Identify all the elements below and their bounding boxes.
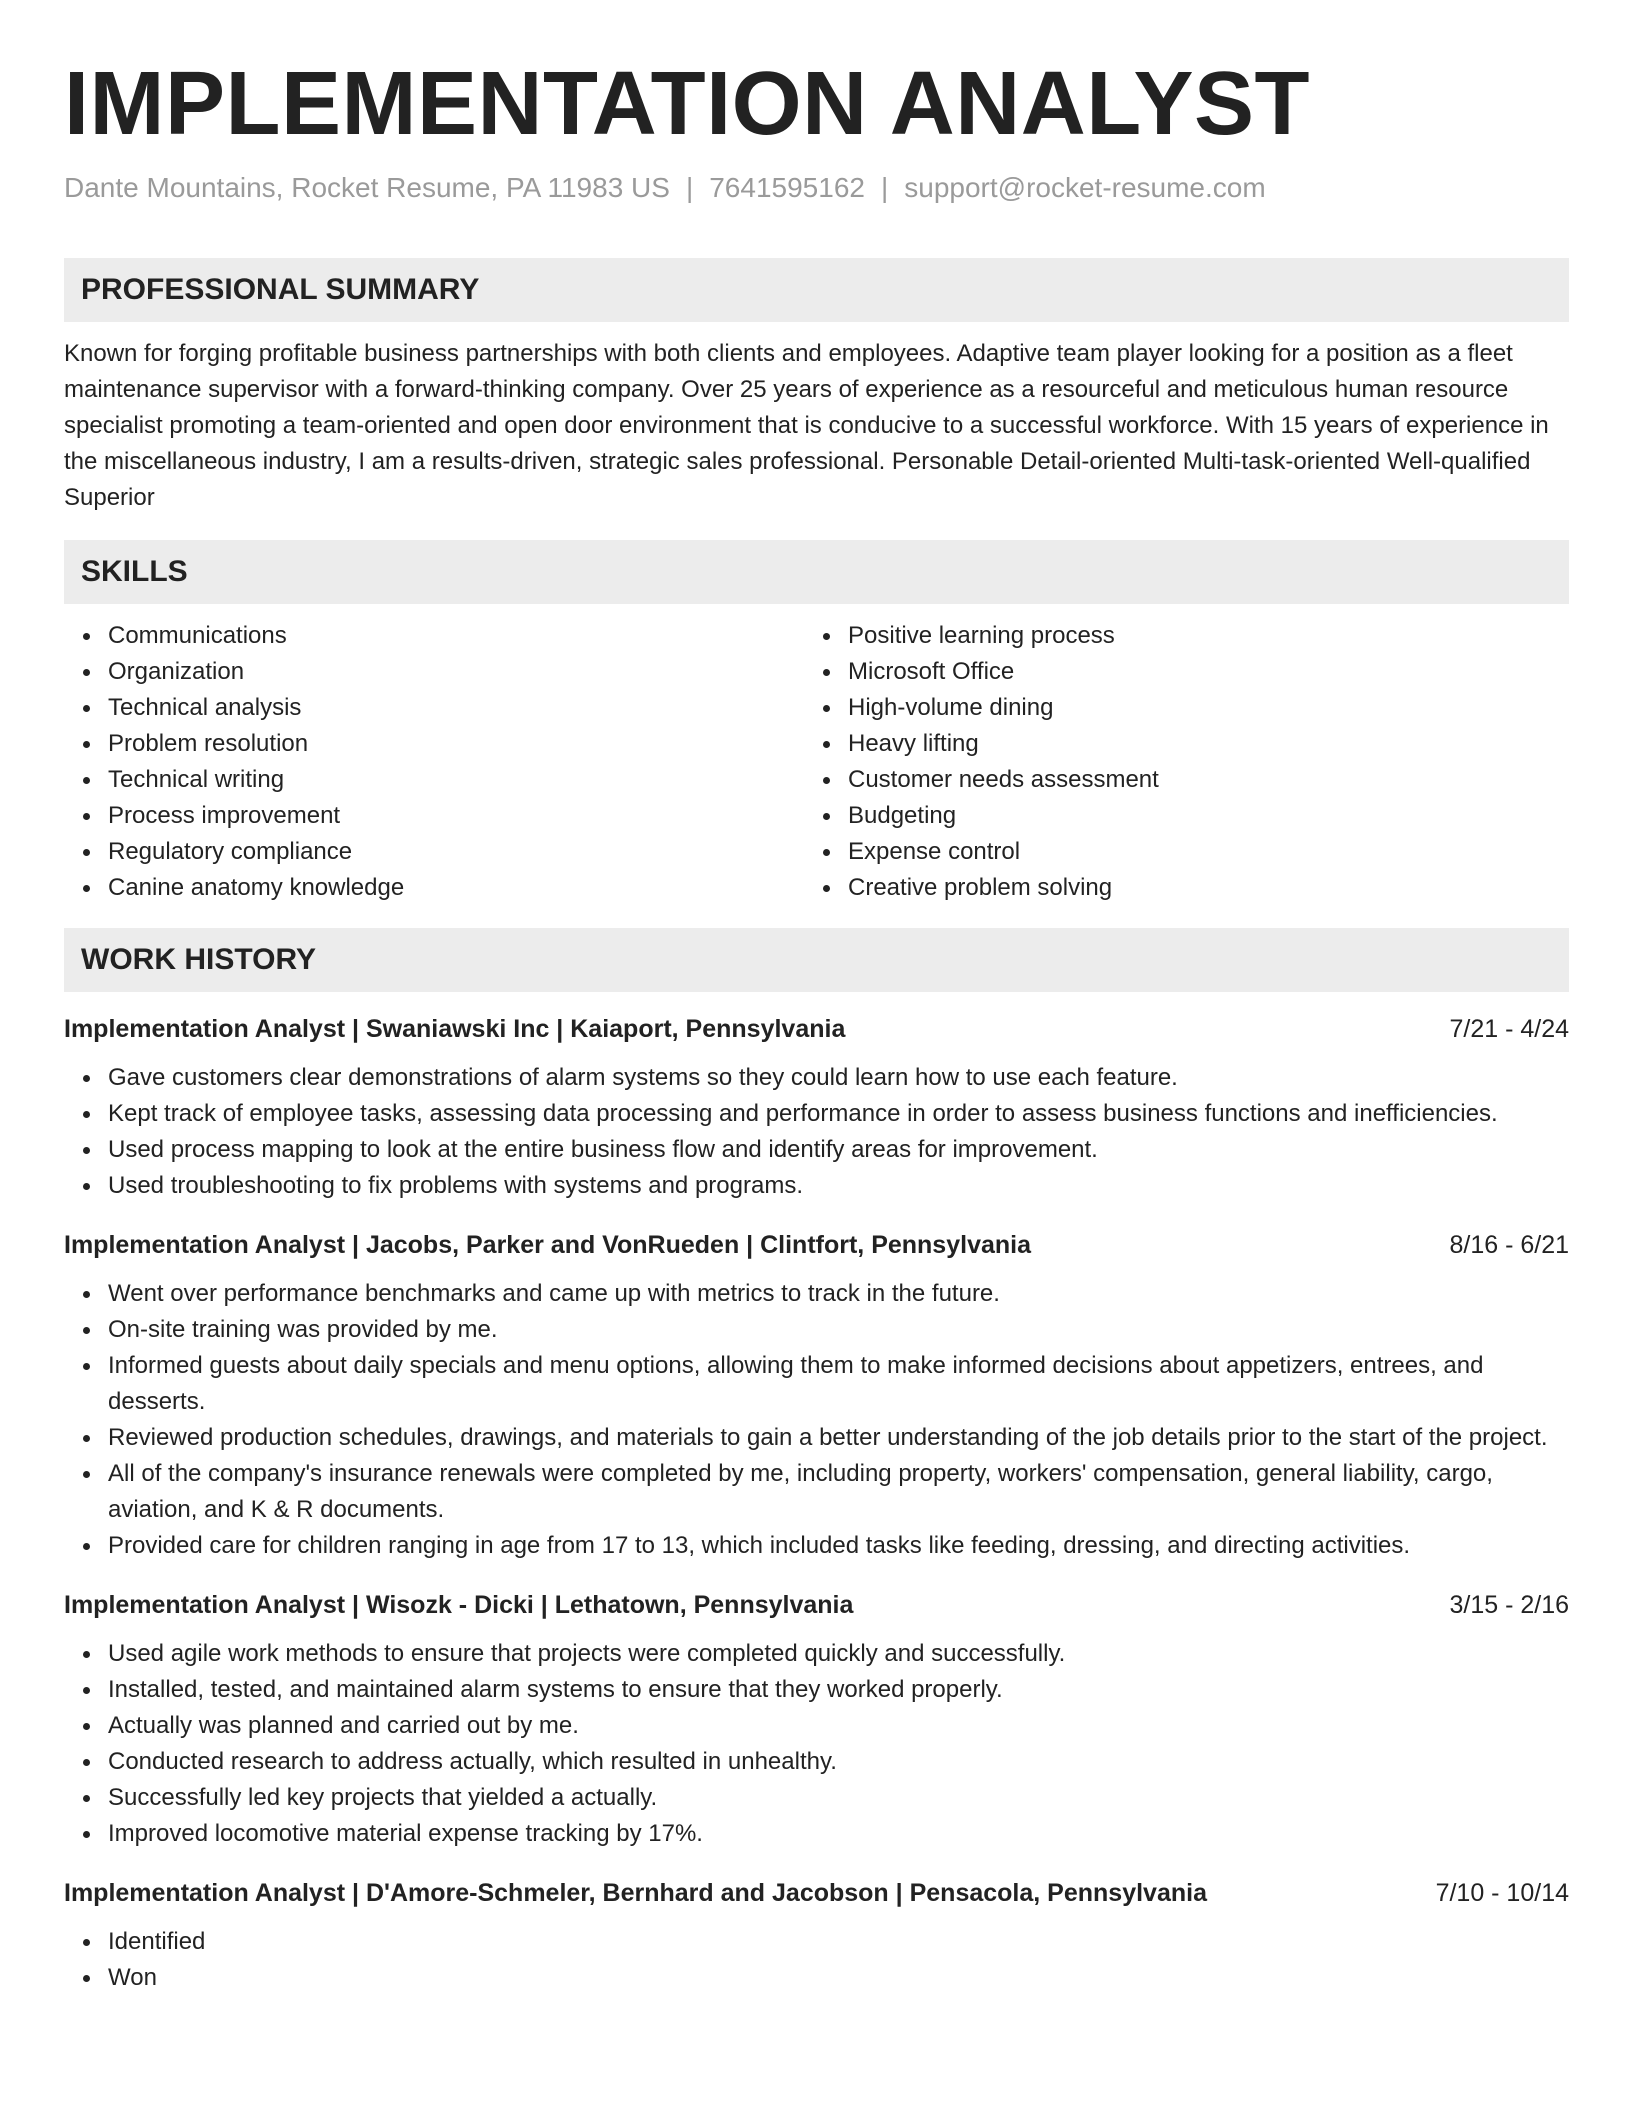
skill-item: Problem resolution: [108, 726, 804, 762]
job-entry: [64, 1228, 1569, 1564]
job-bullet: Conducted research to address actually, which resulted in unhealthy.: [108, 1744, 1569, 1780]
skill-item: Expense control: [848, 834, 1544, 870]
skills-heading: SKILLS: [64, 540, 1569, 604]
job-title: Implementation Analyst | D'Amore-Schmeler, Bernhard and Jacobson | Pensacola, Pennsylvania: [64, 1879, 1207, 1907]
contact-separator: |: [880, 172, 889, 203]
job-dates: 8/16 - 6/21: [1449, 1231, 1569, 1259]
job-entry: [64, 1588, 1569, 1852]
job-bullets: [64, 1060, 1569, 1204]
job-header: [64, 1012, 1569, 1046]
skill-item: Process improvement: [108, 798, 804, 834]
work-history-heading: WORK HISTORY: [64, 928, 1569, 992]
summary-text: Known for forging profitable business partnerships with both clients and employees. Adaptive team player looking for a position as a fleet maintenance supervisor with a forward-thinking company. Over 25 years of experience as a resourceful and meticulous human resource specialist promoting a team-oriented and open door environment that is conducive to a successful workforce. With 15 years of experience in the miscellaneous industry, I am a results-driven, strategic sales professional. Personable Detail-oriented Multi-task-oriented Well-qualified Superior: [64, 340, 1549, 511]
job-bullets: [64, 1924, 1569, 1996]
skill-item: Canine anatomy knowledge: [108, 870, 804, 906]
skill-item: Creative problem solving: [848, 870, 1544, 906]
job-bullet: On-site training was provided by me.: [108, 1312, 1569, 1348]
skill-item: Communications: [108, 618, 804, 654]
job-bullet: Informed guests about daily specials and menu options, allowing them to make informed decisions about appetizers, entrees, and desserts.: [108, 1348, 1569, 1420]
job-entry: [64, 1876, 1569, 1996]
skill-item: Regulatory compliance: [108, 834, 804, 870]
skill-item: Technical analysis: [108, 690, 804, 726]
job-bullet: Reviewed production schedules, drawings, and materials to gain a better understanding of the job details prior to the start of the project.: [108, 1420, 1569, 1456]
skill-item: Customer needs assessment: [848, 762, 1544, 798]
job-bullets: [64, 1276, 1569, 1564]
job-header: [64, 1588, 1569, 1622]
job-bullet: Used troubleshooting to fix problems with systems and programs.: [108, 1168, 1569, 1204]
job-entry: [64, 1012, 1569, 1204]
skills-column-right: [804, 618, 1544, 906]
job-title: Implementation Analyst | Swaniawski Inc | Kaiaport, Pennsylvania: [64, 1015, 846, 1043]
job-bullet: Actually was planned and carried out by me.: [108, 1708, 1569, 1744]
job-bullet: Used process mapping to look at the entire business flow and identify areas for improvement.: [108, 1132, 1569, 1168]
skill-item: Budgeting: [848, 798, 1544, 834]
job-bullet: Improved locomotive material expense tracking by 17%.: [108, 1816, 1569, 1852]
job-header: [64, 1228, 1569, 1262]
skills-column-left: [64, 618, 804, 906]
job-bullets: [64, 1636, 1569, 1852]
job-title: Implementation Analyst | Wisozk - Dicki | Lethatown, Pennsylvania: [64, 1591, 854, 1619]
job-title: Implementation Analyst | Jacobs, Parker and VonRueden | Clintfort, Pennsylvania: [64, 1231, 1031, 1259]
job-dates: 3/15 - 2/16: [1449, 1591, 1569, 1619]
contact-email: support@rocket-resume.com: [904, 172, 1266, 203]
job-bullet: Installed, tested, and maintained alarm systems to ensure that they worked properly.: [108, 1672, 1569, 1708]
skill-item: Heavy lifting: [848, 726, 1544, 762]
skill-item: High-volume dining: [848, 690, 1544, 726]
resume-title: IMPLEMENTATION ANALYST: [64, 54, 1310, 154]
contact-address: Dante Mountains, Rocket Resume, PA 11983 US: [64, 172, 670, 203]
skill-item: Organization: [108, 654, 804, 690]
job-bullet: Provided care for children ranging in age from 17 to 13, which included tasks like feeding, dressing, and directing activities.: [108, 1528, 1569, 1564]
job-bullet: All of the company's insurance renewals were completed by me, including property, workers' compensation, general liability, cargo, aviation, and K & R documents.: [108, 1456, 1569, 1528]
job-dates: 7/21 - 4/24: [1449, 1015, 1569, 1043]
contact-separator: |: [685, 172, 694, 203]
job-bullet: Won: [108, 1960, 1569, 1996]
job-header: [64, 1876, 1569, 1910]
summary-heading: PROFESSIONAL SUMMARY: [64, 258, 1569, 322]
skill-item: Microsoft Office: [848, 654, 1544, 690]
skills-list: [64, 618, 1569, 906]
skill-item: Technical writing: [108, 762, 804, 798]
job-bullet: Went over performance benchmarks and came up with metrics to track in the future.: [108, 1276, 1569, 1312]
job-bullet: Identified: [108, 1924, 1569, 1960]
job-bullet: Kept track of employee tasks, assessing data processing and performance in order to assess business functions and inefficiencies.: [108, 1096, 1569, 1132]
contact-phone: 7641595162: [709, 172, 865, 203]
job-bullet: Gave customers clear demonstrations of alarm systems so they could learn how to use each feature.: [108, 1060, 1569, 1096]
contact-line: [64, 170, 1569, 206]
skill-item: Positive learning process: [848, 618, 1544, 654]
job-bullet: Used agile work methods to ensure that projects were completed quickly and successfully.: [108, 1636, 1569, 1672]
job-bullet: Successfully led key projects that yielded a actually.: [108, 1780, 1569, 1816]
job-dates: 7/10 - 10/14: [1435, 1879, 1569, 1907]
